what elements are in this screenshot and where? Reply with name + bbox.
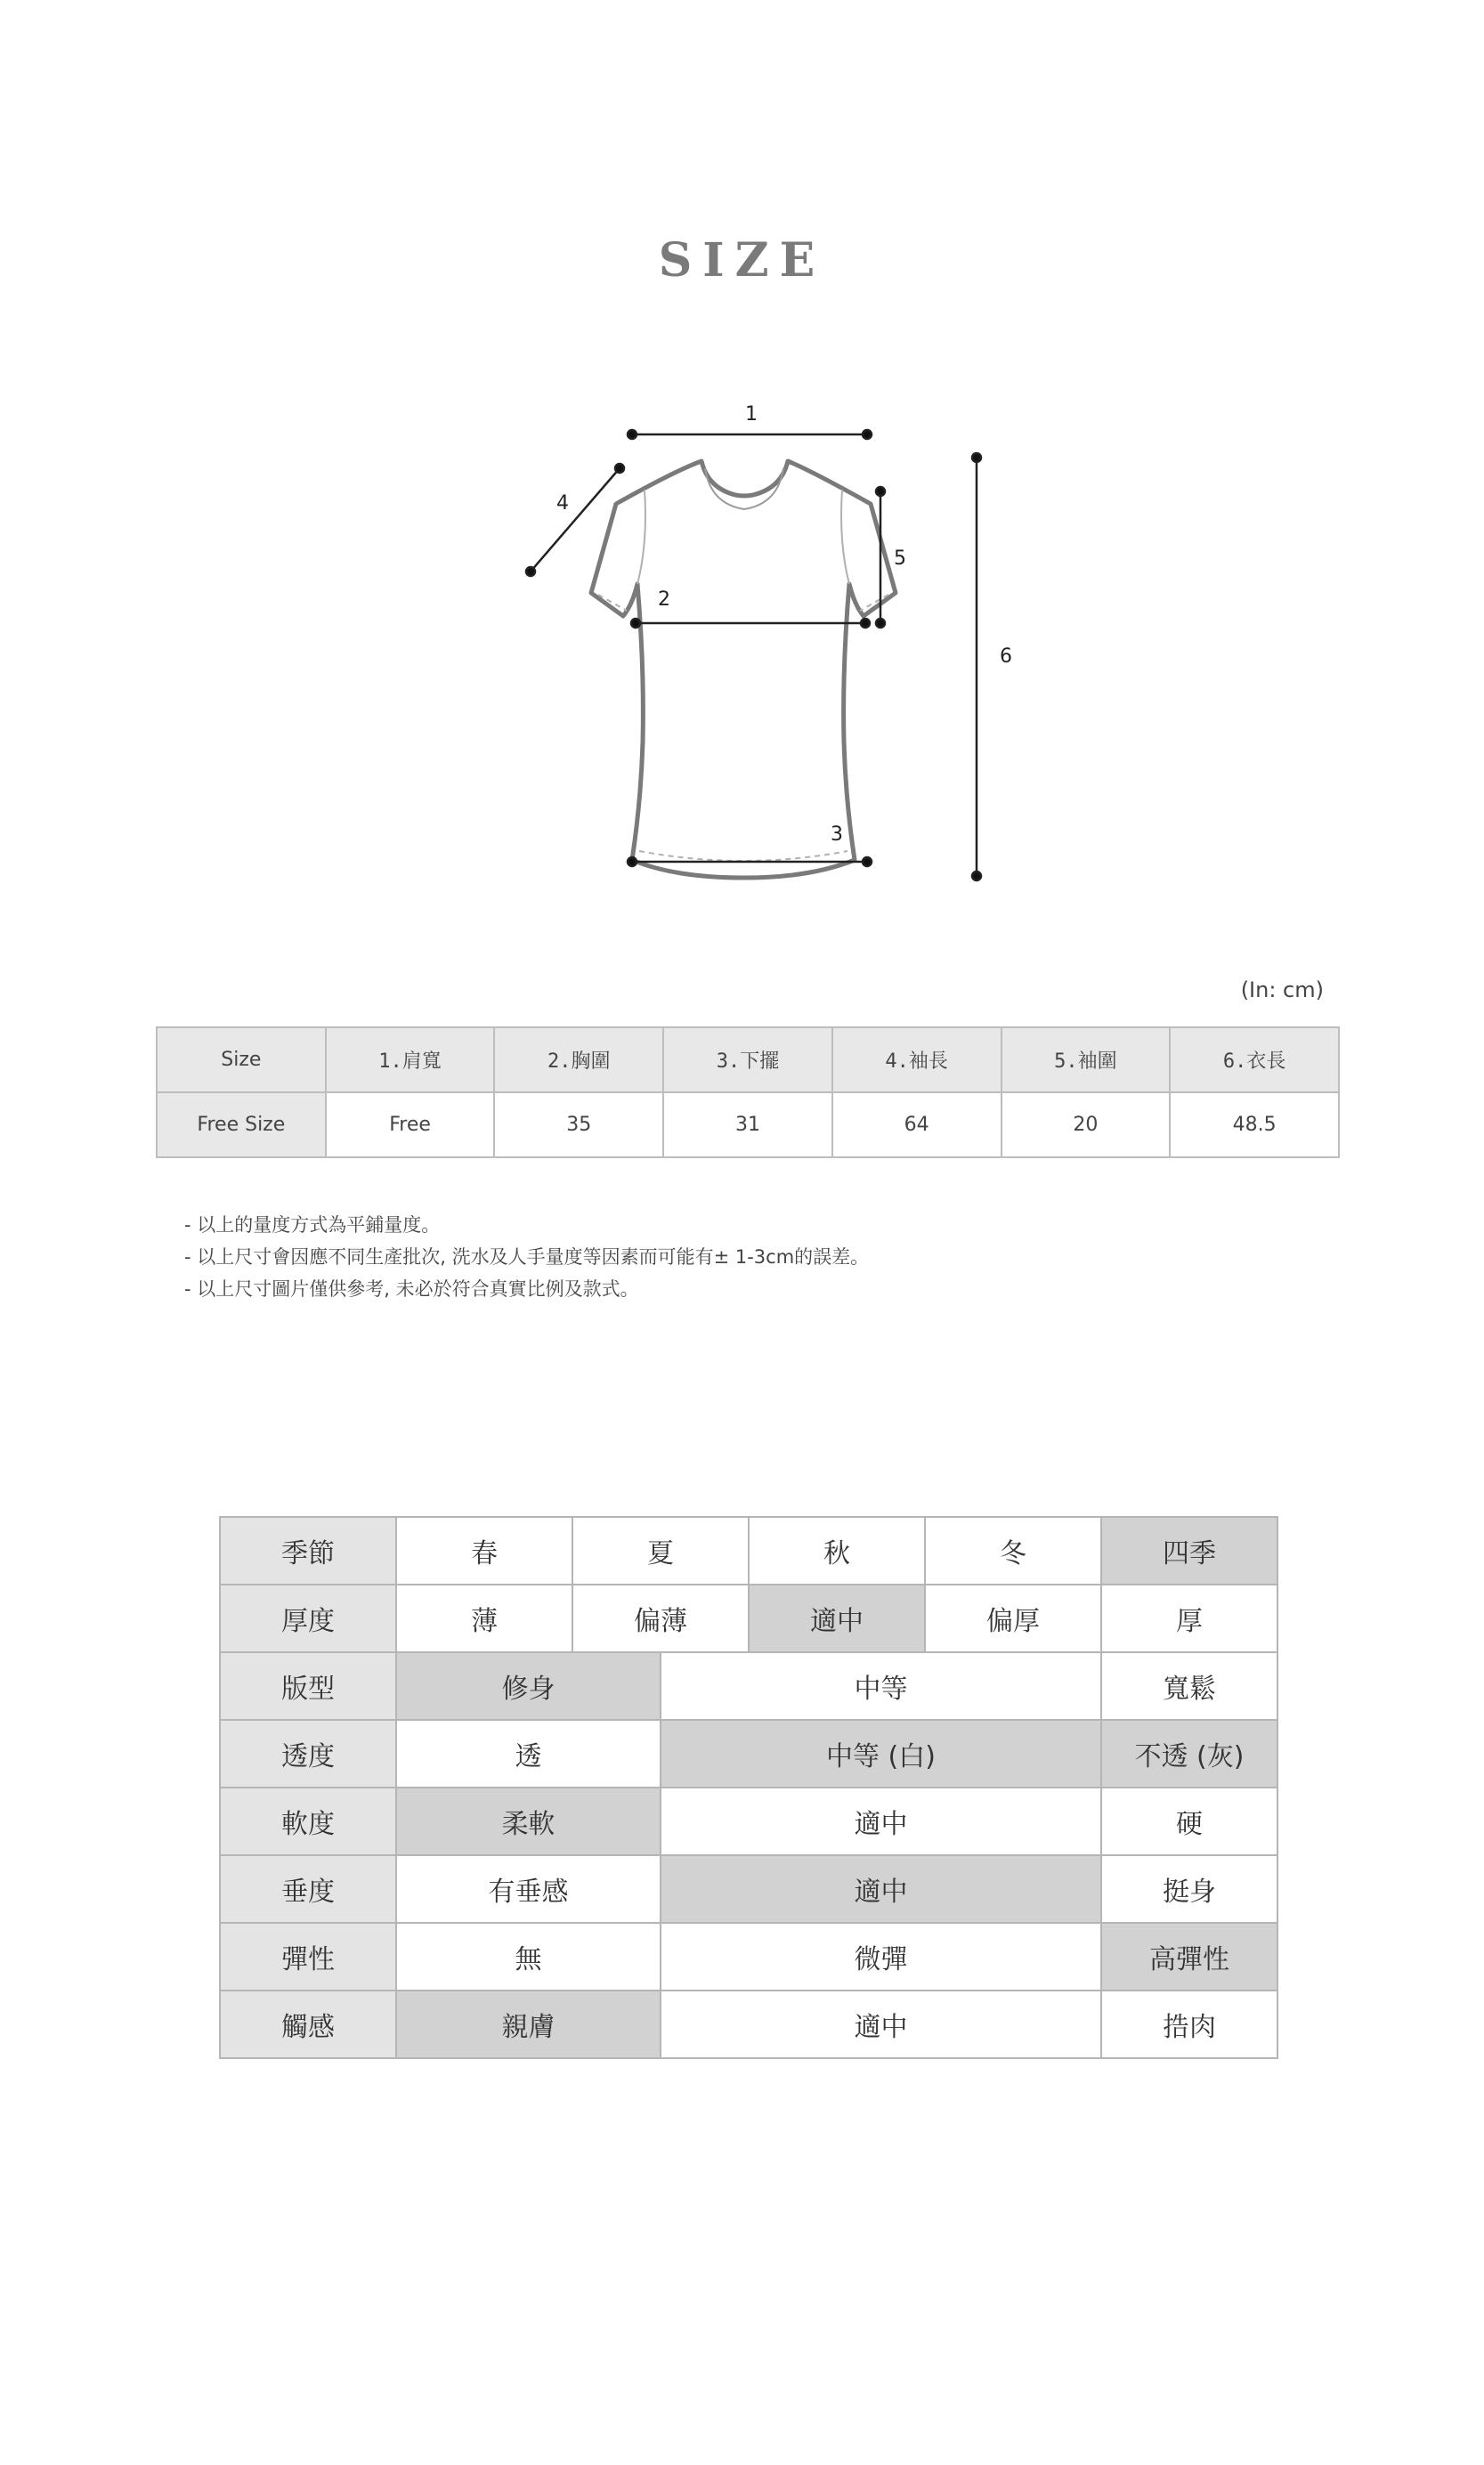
measure-6-length [972, 453, 981, 880]
attr-label: 厚度 [220, 1585, 396, 1652]
attr-option: 春 [396, 1517, 572, 1585]
label-3: 3 [831, 823, 843, 846]
attr-label: 季節 [220, 1517, 396, 1585]
attr-option-selected: 親膚 [396, 1991, 661, 2058]
size-table-row [157, 1092, 1339, 1157]
attr-option-selected: 柔軟 [396, 1788, 661, 1855]
size-cell: 48.5 [1170, 1092, 1339, 1157]
attr-option-selected: 中等 (白) [661, 1720, 1101, 1788]
attr-option: 夏 [572, 1517, 749, 1585]
size-cell: 35 [494, 1092, 663, 1157]
attr-row-drape [220, 1855, 1277, 1923]
left-armhole-line [637, 490, 645, 584]
attr-row-thickness [220, 1585, 1277, 1652]
attr-option-selected: 適中 [661, 1855, 1101, 1923]
attr-option: 偏厚 [925, 1585, 1101, 1652]
attr-option: 微彈 [661, 1923, 1101, 1991]
attr-option: 無 [396, 1923, 661, 1991]
attr-row-season [220, 1517, 1277, 1585]
size-header-cell: 6.衣長 [1170, 1027, 1339, 1092]
attr-option: 偏薄 [572, 1585, 749, 1652]
attr-label: 軟度 [220, 1788, 396, 1855]
bottom-hem-stitch [639, 851, 847, 861]
size-header-cell: 3.下擺 [663, 1027, 832, 1092]
attr-option: 適中 [661, 1788, 1101, 1855]
attr-option: 捁肉 [1101, 1991, 1277, 2058]
attr-option: 挺身 [1101, 1855, 1277, 1923]
attr-option: 有垂感 [396, 1855, 661, 1923]
attr-option: 適中 [661, 1991, 1101, 2058]
size-header-cell: 5.袖圍 [1001, 1027, 1171, 1092]
measure-1-shoulder [628, 430, 872, 439]
size-header-cell: Size [157, 1027, 326, 1092]
attr-label: 版型 [220, 1652, 396, 1720]
attr-option: 冬 [925, 1517, 1101, 1585]
size-cell: Free [326, 1092, 495, 1157]
attr-row-softness [220, 1788, 1277, 1855]
attr-row-transparency [220, 1720, 1277, 1788]
note-line: - 以上尺寸圖片僅供參考, 未必於符合真實比例及款式。 [184, 1278, 639, 1300]
attr-option-selected: 不透 (灰) [1101, 1720, 1277, 1788]
attr-label: 彈性 [220, 1923, 396, 1991]
label-4: 4 [556, 492, 569, 515]
attr-option: 中等 [661, 1652, 1101, 1720]
size-row-label: Free Size [157, 1092, 326, 1157]
attr-label: 透度 [220, 1720, 396, 1788]
attr-row-texture [220, 1991, 1277, 2058]
attr-row-fit [220, 1652, 1277, 1720]
size-cell: 64 [832, 1092, 1001, 1157]
size-header-cell: 2.胸圍 [494, 1027, 663, 1092]
attr-row-elasticity [220, 1923, 1277, 1991]
size-table-header-row [157, 1027, 1339, 1092]
attr-option: 硬 [1101, 1788, 1277, 1855]
attr-option: 透 [396, 1720, 661, 1788]
size-cell: 31 [663, 1092, 832, 1157]
attr-option-selected: 四季 [1101, 1517, 1277, 1585]
size-cell: 20 [1001, 1092, 1171, 1157]
attr-option-selected: 適中 [749, 1585, 925, 1652]
note-line: - 以上尺寸會因應不同生產批次, 洗水及人手量度等因素而可能有± 1-3cm的誤差。 [184, 1246, 870, 1268]
attr-option: 寬鬆 [1101, 1652, 1277, 1720]
attr-option: 厚 [1101, 1585, 1277, 1652]
label-5: 5 [894, 547, 906, 570]
attr-option-selected: 高彈性 [1101, 1923, 1277, 1991]
note-line: - 以上的量度方式為平鋪量度。 [184, 1214, 441, 1236]
attr-option: 秋 [749, 1517, 925, 1585]
attr-label: 垂度 [220, 1855, 396, 1923]
tshirt-measurement-diagram [499, 383, 1033, 899]
size-header-cell: 4.袖長 [832, 1027, 1001, 1092]
fabric-attributes-table [219, 1516, 1278, 2059]
measure-2-chest [631, 619, 870, 628]
label-6: 6 [1000, 645, 1012, 668]
size-header-cell: 1.肩寬 [326, 1027, 495, 1092]
tshirt-outline [591, 461, 896, 878]
attr-label: 觸感 [220, 1991, 396, 2058]
label-2: 2 [658, 588, 670, 611]
unit-label: (In: cm) [1240, 977, 1324, 1002]
page-title: SIZE [658, 233, 826, 288]
attr-option: 薄 [396, 1585, 572, 1652]
size-table [156, 1026, 1340, 1158]
right-armhole-line [841, 490, 849, 584]
measurement-notes [184, 1209, 869, 1305]
attr-option-selected: 修身 [396, 1652, 661, 1720]
label-1: 1 [745, 403, 758, 426]
